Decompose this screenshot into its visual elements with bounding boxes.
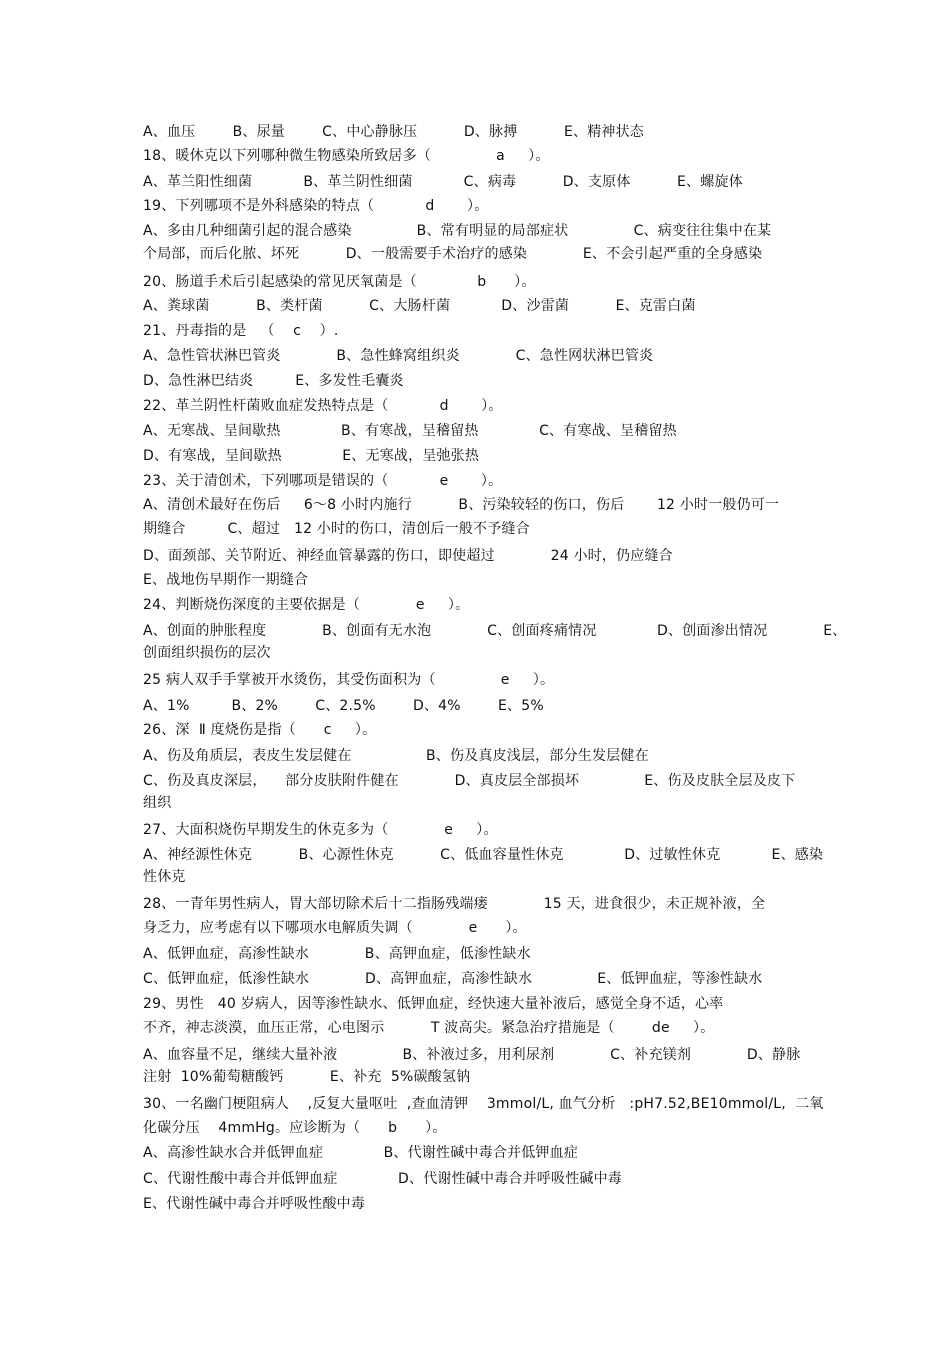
text-line: A、神经源性休克 B、心源性休克 C、低血容量性休克 D、过敏性休克 E、感染 [143,847,824,863]
text-line: 性休克 [143,869,186,885]
text-line: A、多由几种细菌引起的混合感染 B、常有明显的局部症状 C、病变往往集中在某 [143,223,772,239]
text-line: 20、肠道手术后引起感染的常见厌氧菌是（ b ）。 [143,274,536,290]
text-line: 身乏力，应考虑有以下哪项水电解质失调（ e ）。 [143,920,527,936]
text-line: A、粪球菌 B、类杆菌 C、大肠杆菌 D、沙雷菌 E、克雷白菌 [143,298,696,314]
text-line: 组织 [143,795,172,811]
text-line: 创面组织损伤的层次 [143,645,271,661]
text-line: 26、深 Ⅱ 度烧伤是指（ c ）。 [143,722,377,738]
text-line: C、代谢性酸中毒合并低钾血症 D、代谢性碱中毒合并呼吸性碱中毒 [143,1171,623,1187]
text-line: 25 病人双手手掌被开水烫伤，其受伤面积为（ e ）。 [143,672,555,688]
text-line: D、面颈部、关节附近、神经血管暴露的伤口，即使超过 24 小时，仍应缝合 [143,548,673,564]
text-line: A、创面的肿胀程度 B、创面有无水泡 C、创面疼痛情况 D、创面渗出情况 E、 [143,623,847,639]
text-line: A、伤及角质层，表皮生发层健在 B、伤及真皮浅层，部分生发层健在 [143,748,649,764]
text-line: A、低钾血症，高渗性缺水 B、高钾血症，低渗性缺水 [143,946,531,962]
text-line: 29、男性 40 岁病人，因等渗性缺水、低钾血症，经快速大量补液后，感觉全身不适，心率 [143,996,724,1012]
text-line: 23、关于清创术，下列哪项是错误的（ e ）。 [143,473,503,489]
text-line: 30、一名幽门梗阻病人 ,反复大量呕吐 ,查血清钾 3mmol/L, 血气分析 :pH7.52,BE10mmol/L, 二氧 [143,1096,824,1112]
text-line: D、有寒战，呈间歇热 E、无寒战，呈弛张热 [143,448,480,464]
text-line: A、血压 B、尿量 C、中心静脉压 D、脉搏 E、精神状态 [143,124,644,140]
text-line: 期缝合 C、超过 12 小时的伤口，清创后一般不予缝合 [143,521,530,537]
text-line: A、高渗性缺水合并低钾血症 B、代谢性碱中毒合并低钾血症 [143,1145,579,1161]
text-line: 28、一青年男性病人，胃大部切除术后十二指肠残端瘘 15 天，进食很少，未正规补液，全 [143,896,766,912]
text-line: 18、暖休克以下列哪种微生物感染所致居多（ a ）。 [143,148,550,164]
text-line: A、急性管状淋巴管炎 B、急性蜂窝组织炎 C、急性网状淋巴管炎 [143,348,654,364]
text-line: 21、丹毒指的是 （ c ）. [143,323,339,339]
text-line: 24、判断烧伤深度的主要依据是（ e ）。 [143,597,470,613]
text-line: E、代谢性碱中毒合并呼吸性酸中毒 [143,1196,366,1212]
text-line: C、低钾血症，低渗性缺水 D、高钾血症，高渗性缺水 E、低钾血症，等渗性缺水 [143,971,763,987]
text-line: A、1% B、2% C、2.5% D、4% E、5% [143,698,544,714]
text-line: 27、大面积烧伤早期发生的休克多为（ e ）。 [143,822,498,838]
text-line: 注射 10%葡萄糖酸钙 E、补充 5%碳酸氢钠 [143,1069,471,1085]
text-line: 化碳分压 4mmHg。应诊断为（ b ）。 [143,1120,447,1136]
text-line: A、无寒战、呈间歇热 B、有寒战，呈稽留热 C、有寒战、呈稽留热 [143,423,677,439]
text-line: 个局部，而后化脓、坏死 D、一般需要手术治疗的感染 E、不会引起严重的全身感染 [143,246,763,262]
text-line: 不齐，神志淡漠，血压正常，心电图示 T 波高尖。紧急治疗措施是（ de ）。 [143,1020,715,1036]
text-line: A、革兰阳性细菌 B、革兰阴性细菌 C、病毒 D、支原体 E、螺旋体 [143,174,743,190]
text-line: D、急性淋巴结炎 E、多发性毛囊炎 [143,373,404,389]
text-line: A、清创术最好在伤后 6～8 小时内施行 B、污染较轻的伤口，伤后 12 小时一般仍可一 [143,497,780,513]
text-line: C、伤及真皮深层， 部分皮肤附件健在 D、真皮层全部损坏 E、伤及皮肤全层及皮下 [143,773,796,789]
text-line: 22、革兰阴性杆菌败血症发热特点是（ d ）。 [143,398,503,414]
text-line: E、战地伤早期作一期缝合 [143,572,309,588]
text-line: 19、下列哪项不是外科感染的特点（ d ）。 [143,198,489,214]
text-line: A、血容量不足，继续大量补液 B、补液过多，用利尿剂 C、补充镁剂 D、静脉 [143,1047,801,1063]
